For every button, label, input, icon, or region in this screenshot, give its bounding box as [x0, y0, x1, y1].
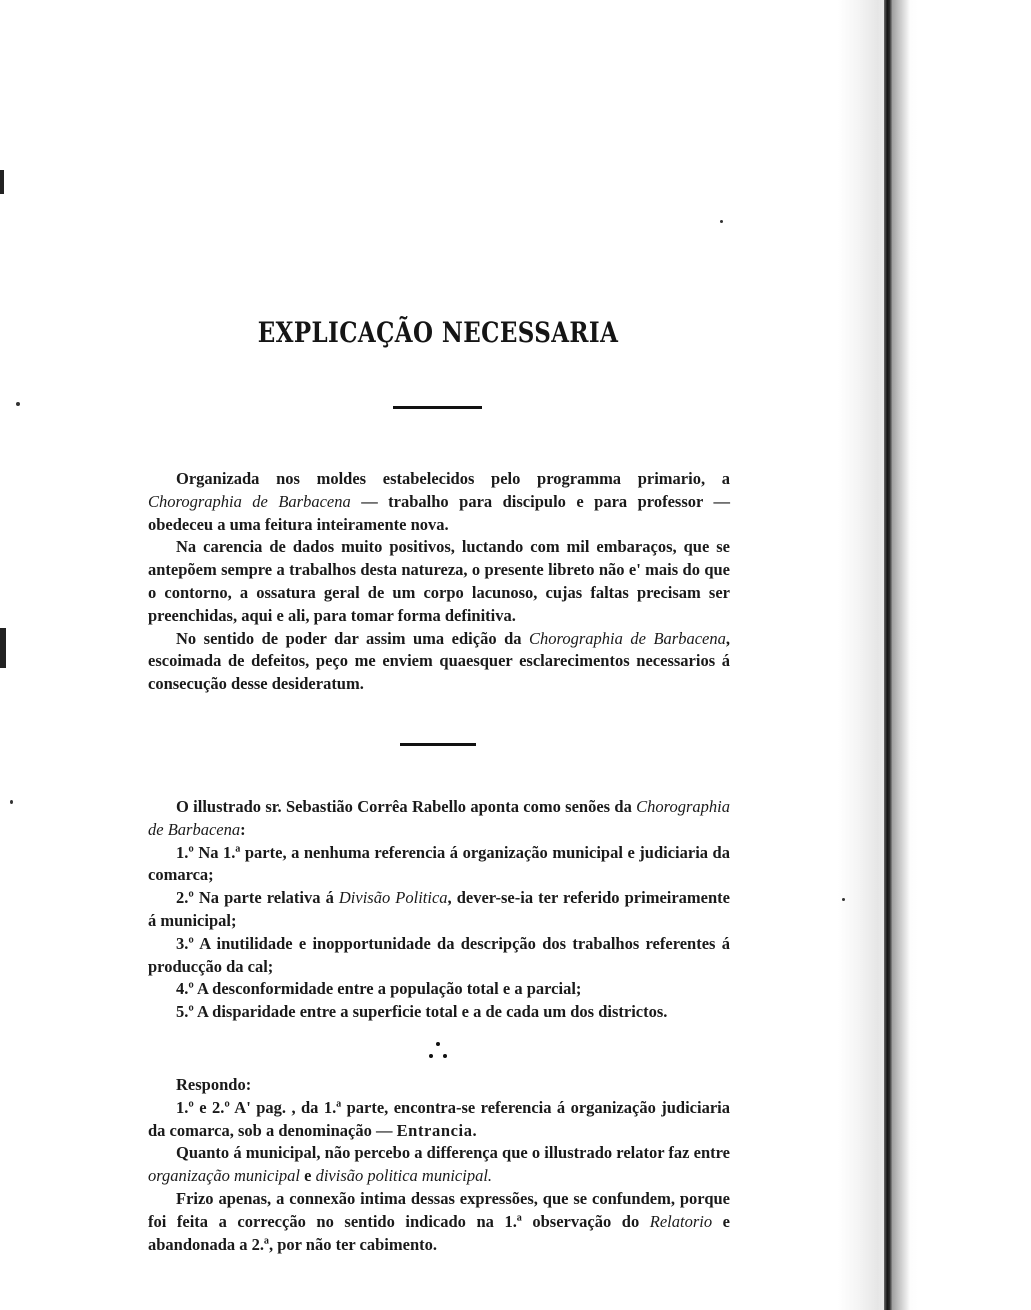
book-title: Chorographia de Barbacena	[148, 797, 730, 839]
section-name: Divisão Politica	[338, 888, 448, 908]
text: 4.º A desconformidade entre a população total e a parcial;	[176, 979, 582, 999]
text: , dever-se-ia ter referido primeiramente á municipal;	[148, 888, 730, 930]
text: e	[300, 1166, 316, 1186]
objection-item	[148, 978, 730, 1001]
reply-paragraph-2	[148, 1142, 730, 1188]
text: e abandonada a 2.ª, por não ter cabimento.	[148, 1211, 730, 1254]
reply-paragraph-3	[148, 1188, 730, 1256]
speck	[720, 220, 723, 223]
emphasis: Entrancia.	[396, 1120, 478, 1140]
text: Organizada nos moldes estabelecidos pelo programma primario, a	[176, 469, 730, 488]
left-margin-mark	[0, 170, 4, 194]
text: 1.º e 2.º A' pag. , da 1.ª parte, encontra-se referencia á organização judiciaria da comarca, sob a denominação —	[148, 1097, 730, 1140]
text: No sentido de poder dar assim uma edição da	[176, 628, 530, 648]
objection-item	[148, 887, 730, 933]
book-title: Chorographia de Barbacena	[148, 491, 351, 511]
section-divider	[400, 743, 476, 746]
scan-edge-shading	[838, 0, 1031, 1310]
objections-lead	[148, 796, 730, 842]
text: — trabalho para discipulo e para professor — obedeceu a uma feitura inteiramente nova.	[148, 491, 730, 534]
binding-shadow	[892, 0, 910, 1310]
reply-heading: Respondo:	[176, 1075, 252, 1094]
text: 2.º Na parte relativa á	[176, 888, 339, 908]
text: 3.º A inutilidade e inopportunidade da descripção dos trabalhos referentes á producção da cal;	[148, 933, 730, 976]
reply-section	[148, 1074, 730, 1256]
objection-item	[148, 842, 730, 888]
text: 5.º A disparidade entre a superficie total e a de cada um dos districtos.	[176, 1002, 668, 1022]
text: Frizo apenas, a connexão intima dessas expressões, que se confundem, porque foi feita a correcção no sentido indicado na 1.ª observação do	[148, 1188, 730, 1231]
book-title: Chorographia de Barbacena	[529, 628, 726, 648]
text: :	[240, 819, 246, 839]
speck	[10, 800, 13, 804]
intro-paragraph-2: Na carencia de dados muito positivos, luctando com mil embaraços, que se antepõem sempre a trabalhos desta natureza, o presente libreto não e' mais do que o contorno, a ossatura geral de um corpo lacunoso, cujas faltas precisam ser preenchidas, aqui e ali, para tomar forma definitiva.	[148, 537, 730, 625]
speck	[842, 898, 845, 901]
term: organização municipal	[148, 1166, 301, 1186]
left-margin-mark	[0, 628, 6, 668]
report-title: Relatorio	[649, 1211, 713, 1231]
term: divisão politica municipal.	[315, 1166, 493, 1186]
text: O illustrado sr. Sebastião Corrêa Rabello aponta como senões da	[176, 797, 637, 816]
intro-section	[148, 468, 730, 696]
page-title: EXPLICAÇÃO NECESSARIA	[257, 316, 619, 349]
objection-item	[148, 933, 730, 979]
title-divider	[393, 406, 482, 409]
intro-paragraph-1	[148, 468, 730, 536]
objection-item	[148, 1001, 730, 1024]
text: , escoimada de defeitos, peço me enviem quaesquer esclarecimentos necessarios á consecução desse desideratum.	[148, 628, 730, 694]
objections-section	[148, 796, 730, 1024]
intro-paragraph-3	[148, 628, 730, 696]
section-ornament	[426, 1040, 450, 1062]
binding-edge	[884, 0, 892, 1310]
text: Quanto á municipal, não percebo a differença que o illustrado relator faz entre	[176, 1143, 730, 1163]
speck	[16, 402, 20, 406]
text: 1.º Na 1.ª parte, a nenhuma referencia á organização municipal e judiciaria da comarca;	[148, 842, 730, 885]
reply-paragraph-1	[148, 1097, 730, 1143]
